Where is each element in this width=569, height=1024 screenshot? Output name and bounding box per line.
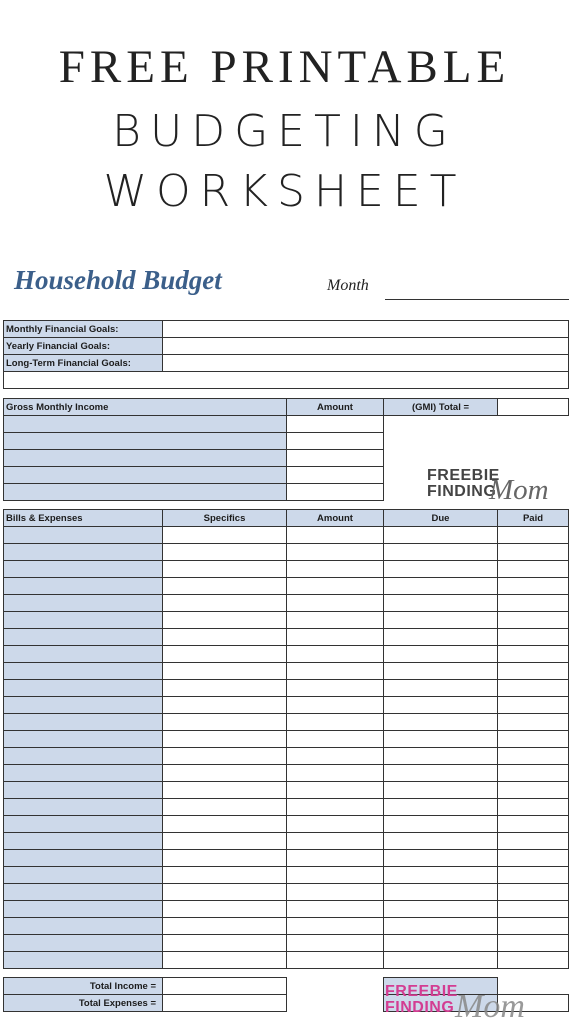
bill-specifics-cell[interactable] [163,833,287,850]
bill-due-cell[interactable] [384,901,498,918]
bill-name-cell[interactable] [4,544,163,561]
bill-name-cell[interactable] [4,952,163,969]
bill-paid-cell[interactable] [498,527,569,544]
bill-paid-cell[interactable] [498,901,569,918]
income-row [4,433,569,450]
bill-specifics-cell[interactable] [163,884,287,901]
bill-row [4,680,569,697]
bill-specifics-cell[interactable] [163,561,287,578]
bill-amount-cell[interactable] [287,714,384,731]
hero-title-line-1: FREE PRINTABLE [58,41,511,93]
bill-paid-cell[interactable] [498,697,569,714]
bill-amount-cell[interactable] [287,952,384,969]
bill-paid-cell[interactable] [498,799,569,816]
bill-name-cell[interactable] [4,833,163,850]
bill-name-cell[interactable] [4,629,163,646]
bill-row [4,833,569,850]
bill-name-cell[interactable] [4,612,163,629]
bill-row [4,816,569,833]
bill-amount-cell[interactable] [287,595,384,612]
bill-amount-cell[interactable] [287,561,384,578]
bill-amount-cell[interactable] [287,697,384,714]
bill-name-cell[interactable] [4,816,163,833]
bill-amount-cell[interactable] [287,935,384,952]
hero-title-line-3: WORKSHEET [103,166,466,217]
bill-specifics-cell[interactable] [163,629,287,646]
bill-row [4,561,569,578]
bill-due-cell[interactable] [384,765,498,782]
gmi-total-label: (GMI) Total = [384,399,498,416]
bill-due-cell[interactable] [384,663,498,680]
bill-paid-cell[interactable] [498,816,569,833]
bill-row [4,731,569,748]
bill-paid-cell[interactable] [498,731,569,748]
bill-name-cell[interactable] [4,646,163,663]
bill-row [4,935,569,952]
bill-due-cell[interactable] [384,629,498,646]
bill-name-cell[interactable] [4,748,163,765]
sheet-title: Household Budget [14,265,222,295]
month-label: Month [327,277,369,294]
bills-header-row [4,510,569,527]
bills-col-header: Amount [287,510,384,527]
bill-row [4,850,569,867]
goal-row [4,338,569,355]
bill-paid-cell[interactable] [498,646,569,663]
bill-due-cell[interactable] [384,918,498,935]
bill-due-cell[interactable] [384,867,498,884]
bill-paid-cell[interactable] [498,629,569,646]
bill-due-cell[interactable] [384,612,498,629]
freebie-finding-mom-logo [427,467,549,506]
income-amount-cell[interactable] [287,467,384,484]
hero-title-line-2: BUDGETING [112,106,457,157]
bill-row [4,527,569,544]
month-field[interactable] [385,299,569,300]
bill-paid-cell[interactable] [498,867,569,884]
bill-paid-cell[interactable] [498,663,569,680]
bill-name-cell[interactable] [4,731,163,748]
bill-row [4,714,569,731]
bill-due-cell[interactable] [384,782,498,799]
total-income-field[interactable] [163,978,287,995]
income-amount-cell[interactable] [287,433,384,450]
bill-amount-cell[interactable] [287,646,384,663]
bill-paid-cell[interactable] [498,765,569,782]
bill-amount-cell[interactable] [287,527,384,544]
bill-paid-cell[interactable] [498,850,569,867]
bill-specifics-cell[interactable] [163,816,287,833]
bill-amount-cell[interactable] [287,918,384,935]
bill-paid-cell[interactable] [498,782,569,799]
goals-table [3,320,569,389]
goal-row [4,355,569,372]
bill-specifics-cell[interactable] [163,901,287,918]
bill-paid-cell[interactable] [498,952,569,969]
bill-name-cell[interactable] [4,527,163,544]
bill-name-cell[interactable] [4,799,163,816]
bill-due-cell[interactable] [384,527,498,544]
bill-name-cell[interactable] [4,935,163,952]
bill-specifics-cell[interactable] [163,714,287,731]
income-header: Gross Monthly Income [4,399,287,416]
bill-row [4,612,569,629]
total-expenses-field[interactable] [163,995,287,1012]
bill-row [4,663,569,680]
bills-col-header: Paid [498,510,569,527]
bill-paid-cell[interactable] [498,833,569,850]
bill-due-cell[interactable] [384,850,498,867]
bill-paid-cell[interactable] [498,748,569,765]
income-amount-cell[interactable] [287,416,384,433]
bill-amount-cell[interactable] [287,544,384,561]
gmi-total-field[interactable] [498,399,569,416]
bill-due-cell[interactable] [384,935,498,952]
goal-label: Long-Term Financial Goals: [4,355,163,372]
goal-row [4,321,569,338]
bill-amount-cell[interactable] [287,680,384,697]
income-header-row [4,399,569,416]
bill-due-cell[interactable] [384,833,498,850]
total-expenses-label: Total Expenses = [4,995,163,1012]
bill-amount-cell[interactable] [287,731,384,748]
bill-row [4,544,569,561]
bill-amount-cell[interactable] [287,850,384,867]
bill-due-cell[interactable] [384,748,498,765]
bill-name-cell[interactable] [4,714,163,731]
bill-due-cell[interactable] [384,680,498,697]
bill-amount-cell[interactable] [287,799,384,816]
bill-specifics-cell[interactable] [163,578,287,595]
bill-name-cell[interactable] [4,561,163,578]
income-amount-header: Amount [287,399,384,416]
bill-specifics-cell[interactable] [163,612,287,629]
bill-paid-cell[interactable] [498,544,569,561]
bill-name-cell[interactable] [4,680,163,697]
income-source-cell[interactable] [4,433,287,450]
bill-amount-cell[interactable] [287,867,384,884]
logo-word-freebie: FREEBIE [385,983,458,1000]
bill-name-cell[interactable] [4,765,163,782]
bill-due-cell[interactable] [384,714,498,731]
logo-word-freebie: FREEBIE [427,467,500,484]
income-source-cell[interactable] [4,467,287,484]
bill-paid-cell[interactable] [498,884,569,901]
bill-name-cell[interactable] [4,884,163,901]
bill-due-cell[interactable] [384,561,498,578]
bill-specifics-cell[interactable] [163,765,287,782]
bill-amount-cell[interactable] [287,629,384,646]
bill-due-cell[interactable] [384,646,498,663]
bill-due-cell[interactable] [384,578,498,595]
bill-specifics-cell[interactable] [163,527,287,544]
bill-paid-cell[interactable] [498,612,569,629]
income-source-cell[interactable] [4,416,287,433]
logo-word-mom: Mom [489,474,549,506]
bill-specifics-cell[interactable] [163,952,287,969]
bill-row [4,884,569,901]
goal-label: Yearly Financial Goals: [4,338,163,355]
bill-row [4,697,569,714]
bill-paid-cell[interactable] [498,578,569,595]
bill-specifics-cell[interactable] [163,731,287,748]
bill-paid-cell[interactable] [498,595,569,612]
goal-field[interactable] [4,372,569,389]
bill-due-cell[interactable] [384,731,498,748]
bill-due-cell[interactable] [384,884,498,901]
bill-specifics-cell[interactable] [163,646,287,663]
logo-word-finding: FINDING [385,999,455,1016]
bill-specifics-cell[interactable] [163,935,287,952]
total-income-label: Total Income = [4,978,163,995]
bill-amount-cell[interactable] [287,765,384,782]
bill-amount-cell[interactable] [287,816,384,833]
bill-name-cell[interactable] [4,697,163,714]
bill-paid-cell[interactable] [498,680,569,697]
bill-name-cell[interactable] [4,901,163,918]
bill-due-cell[interactable] [384,697,498,714]
bill-specifics-cell[interactable] [163,663,287,680]
bills-table [3,509,569,969]
bill-specifics-cell[interactable] [163,748,287,765]
bill-due-cell[interactable] [384,816,498,833]
bill-row [4,901,569,918]
bill-row [4,867,569,884]
bill-name-cell[interactable] [4,918,163,935]
bill-row [4,952,569,969]
goal-label: Monthly Financial Goals: [4,321,163,338]
income-row [4,450,569,467]
goal-field[interactable] [163,355,569,372]
bill-specifics-cell[interactable] [163,918,287,935]
bill-amount-cell[interactable] [287,663,384,680]
bill-row [4,629,569,646]
bill-paid-cell[interactable] [498,935,569,952]
bill-amount-cell[interactable] [287,884,384,901]
goal-field[interactable] [163,338,569,355]
bills-col-header: Due [384,510,498,527]
bill-amount-cell[interactable] [287,612,384,629]
bill-due-cell[interactable] [384,595,498,612]
bill-amount-cell[interactable] [287,782,384,799]
goal-row [4,372,569,389]
bill-specifics-cell[interactable] [163,799,287,816]
bill-name-cell[interactable] [4,782,163,799]
bill-paid-cell[interactable] [498,918,569,935]
bill-name-cell[interactable] [4,867,163,884]
bill-name-cell[interactable] [4,850,163,867]
bill-specifics-cell[interactable] [163,595,287,612]
bill-row [4,918,569,935]
bill-amount-cell[interactable] [287,833,384,850]
income-row [4,416,569,433]
income-source-cell[interactable] [4,450,287,467]
bill-due-cell[interactable] [384,952,498,969]
bill-amount-cell[interactable] [287,901,384,918]
bill-specifics-cell[interactable] [163,697,287,714]
income-source-cell[interactable] [4,484,287,501]
logo-word-mom: Mom [455,988,525,1024]
bill-row [4,595,569,612]
bill-due-cell[interactable] [384,544,498,561]
bill-specifics-cell[interactable] [163,782,287,799]
bill-specifics-cell[interactable] [163,850,287,867]
bill-name-cell[interactable] [4,578,163,595]
bill-paid-cell[interactable] [498,561,569,578]
bill-amount-cell[interactable] [287,748,384,765]
bill-row [4,782,569,799]
bill-amount-cell[interactable] [287,578,384,595]
bill-specifics-cell[interactable] [163,867,287,884]
bill-specifics-cell[interactable] [163,680,287,697]
bills-col-header: Specifics [163,510,287,527]
bill-row [4,578,569,595]
bill-paid-cell[interactable] [498,714,569,731]
income-amount-cell[interactable] [287,484,384,501]
freebie-finding-mom-logo-pink [385,983,525,1024]
bill-name-cell[interactable] [4,663,163,680]
logo-word-finding: FINDING [427,483,497,500]
bill-specifics-cell[interactable] [163,544,287,561]
bill-row [4,765,569,782]
income-amount-cell[interactable] [287,450,384,467]
bill-row [4,646,569,663]
bill-row [4,799,569,816]
goal-field[interactable] [163,321,569,338]
bill-due-cell[interactable] [384,799,498,816]
bills-col-header: Bills & Expenses [4,510,163,527]
bill-name-cell[interactable] [4,595,163,612]
bill-row [4,748,569,765]
